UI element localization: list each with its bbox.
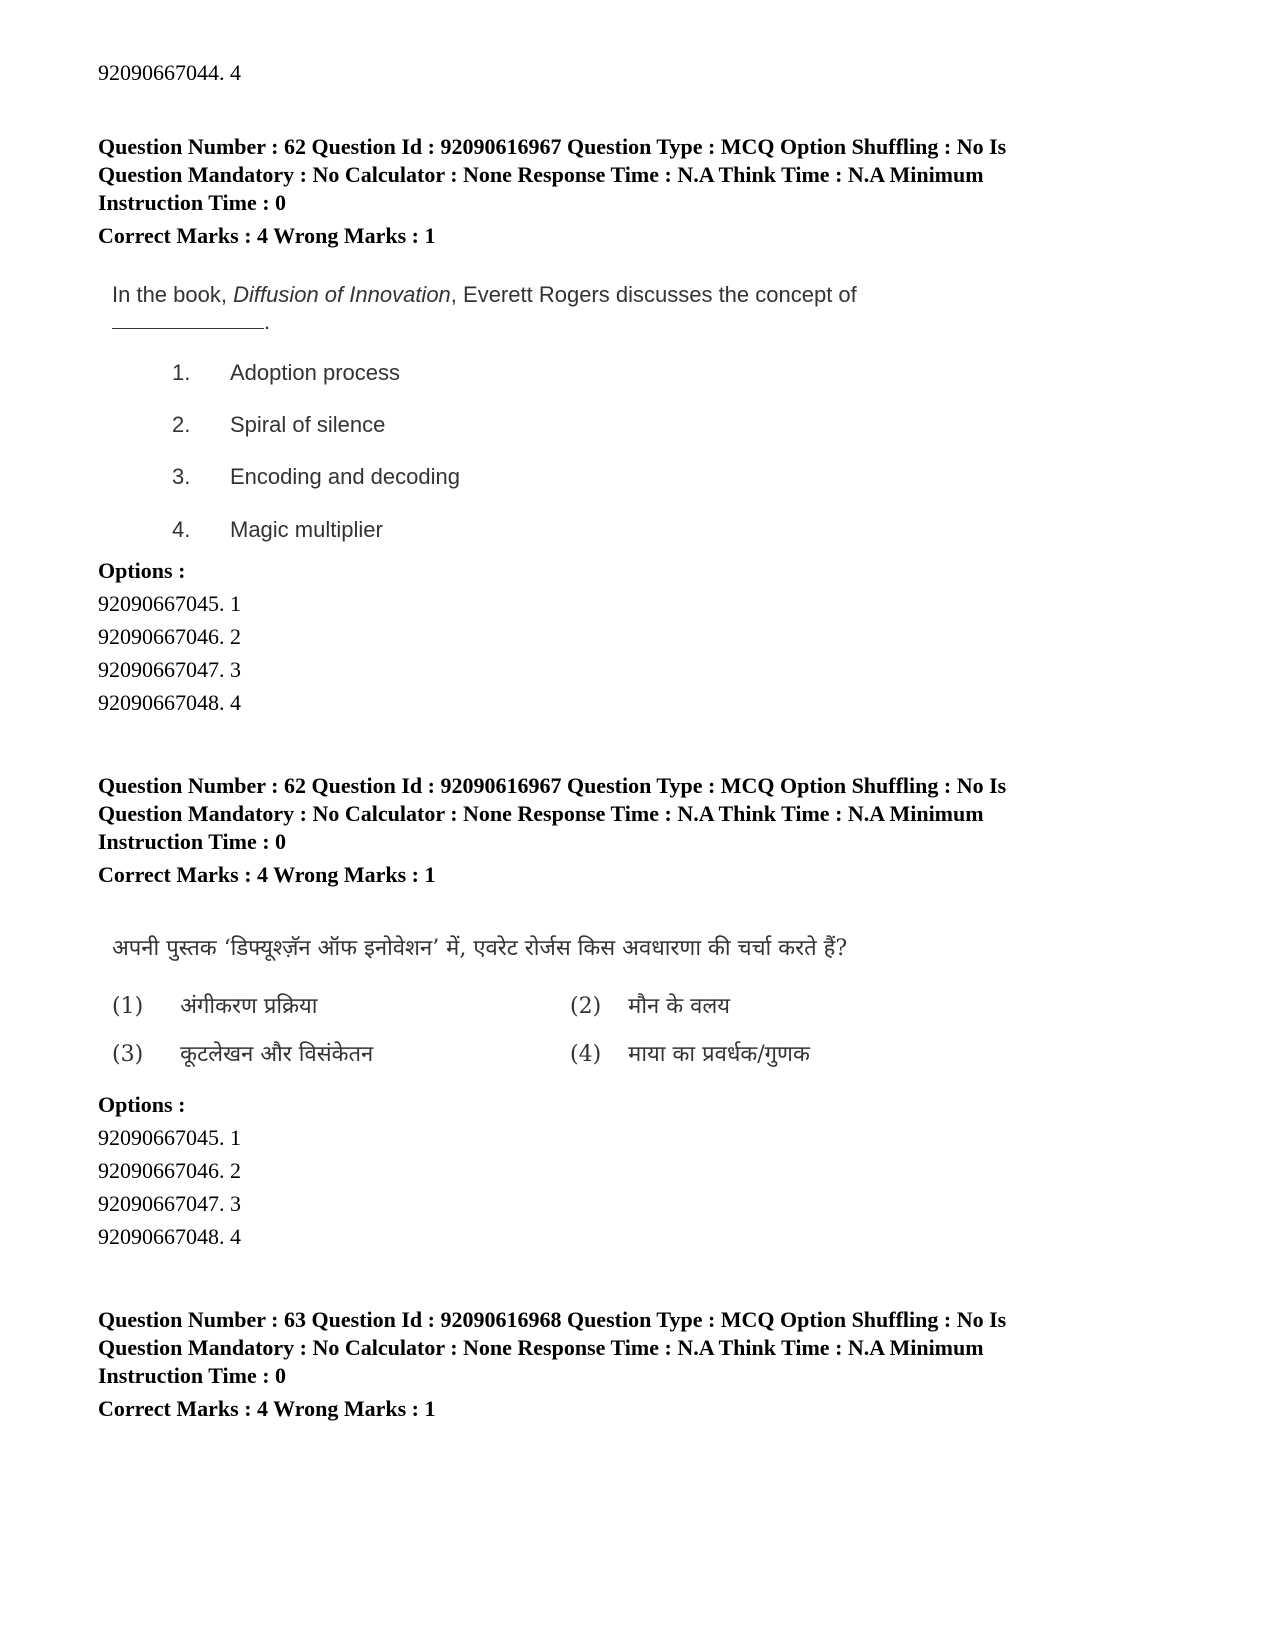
list-item <box>0 464 700 494</box>
meta-line: Instruction Time : 0 <box>98 1363 287 1388</box>
list-item <box>570 1038 810 1068</box>
choice-number: 4. <box>172 517 191 542</box>
meta-line: Instruction Time : 0 <box>98 190 287 215</box>
book-title: Diffusion of Innovation <box>233 282 451 307</box>
choice-number: 3. <box>172 464 191 489</box>
previous-option-line: 92090667044. 4 <box>98 60 241 85</box>
option-line: 92090667045. 1 <box>98 591 241 616</box>
list-item <box>0 412 700 442</box>
stem-end: . <box>264 309 271 334</box>
question-stem <box>112 282 857 308</box>
choice-number: (3) <box>112 1042 144 1067</box>
choice-text: कूटलेखन और विसंकेतन <box>180 1042 374 1067</box>
option-line: 92090667047. 3 <box>98 657 241 682</box>
list-item <box>0 517 700 547</box>
choice-number: (4) <box>570 1042 602 1067</box>
stem-blank-line <box>112 308 270 335</box>
option-line: 92090667046. 2 <box>98 624 241 649</box>
meta-line: Question Mandatory : No Calculator : None Response Time : N.A Think Time : N.A Minimum <box>98 1335 984 1360</box>
list-item <box>570 990 730 1020</box>
meta-line: Question Number : 63 Question Id : 92090616968 Question Type : MCQ Option Shuffling : No Is <box>98 1307 1007 1332</box>
answer-blank <box>112 308 264 329</box>
choice-text: अंगीकरण प्रक्रिया <box>180 994 318 1019</box>
question-meta-block <box>98 133 1188 250</box>
list-item <box>112 1038 373 1068</box>
meta-line: Question Number : 62 Question Id : 92090616967 Question Type : MCQ Option Shuffling : No Is <box>98 134 1007 159</box>
marks-line: Correct Marks : 4 Wrong Marks : 1 <box>98 1396 436 1421</box>
meta-line: Instruction Time : 0 <box>98 829 287 854</box>
marks-line: Correct Marks : 4 Wrong Marks : 1 <box>98 862 436 887</box>
stem-suffix: , Everett Rogers discusses the concept of <box>450 282 857 307</box>
marks-line: Correct Marks : 4 Wrong Marks : 1 <box>98 223 436 248</box>
option-line: 92090667048. 4 <box>98 1224 241 1249</box>
stem-prefix: In the book, <box>112 282 234 307</box>
question-stem-hindi: अपनी पुस्तक ‘डिफ्यूश्ज़ॅन ऑफ इनोवेशन’ में, एवरेट रोर्जस किस अवधारणा की चर्चा करते हैं? <box>112 936 848 961</box>
choice-number: 1. <box>172 360 191 385</box>
choice-text: माया का प्रवर्धक/गुणक <box>628 1042 810 1067</box>
option-line: 92090667045. 1 <box>98 1125 241 1150</box>
choice-text: Adoption process <box>230 360 400 385</box>
option-line: 92090667047. 3 <box>98 1191 241 1216</box>
choice-number: 2. <box>172 412 191 437</box>
choice-text: मौन के वलय <box>628 994 731 1019</box>
meta-line: Question Mandatory : No Calculator : None Response Time : N.A Think Time : N.A Minimum <box>98 162 984 187</box>
choice-text: Spiral of silence <box>230 412 386 437</box>
choice-text: Magic multiplier <box>230 517 383 542</box>
list-item <box>112 990 317 1020</box>
question-meta-block <box>98 1306 1188 1423</box>
option-line: 92090667048. 4 <box>98 690 241 715</box>
meta-line: Question Number : 62 Question Id : 92090616967 Question Type : MCQ Option Shuffling : No Is <box>98 773 1007 798</box>
options-label: Options : <box>98 1092 186 1117</box>
options-label: Options : <box>98 558 186 583</box>
question-meta-block <box>98 772 1188 889</box>
meta-line: Question Mandatory : No Calculator : None Response Time : N.A Think Time : N.A Minimum <box>98 801 984 826</box>
choice-number: (2) <box>570 994 602 1019</box>
choice-text: Encoding and decoding <box>230 464 460 489</box>
choice-number: (1) <box>112 994 144 1019</box>
list-item <box>0 360 700 390</box>
option-line: 92090667046. 2 <box>98 1158 241 1183</box>
